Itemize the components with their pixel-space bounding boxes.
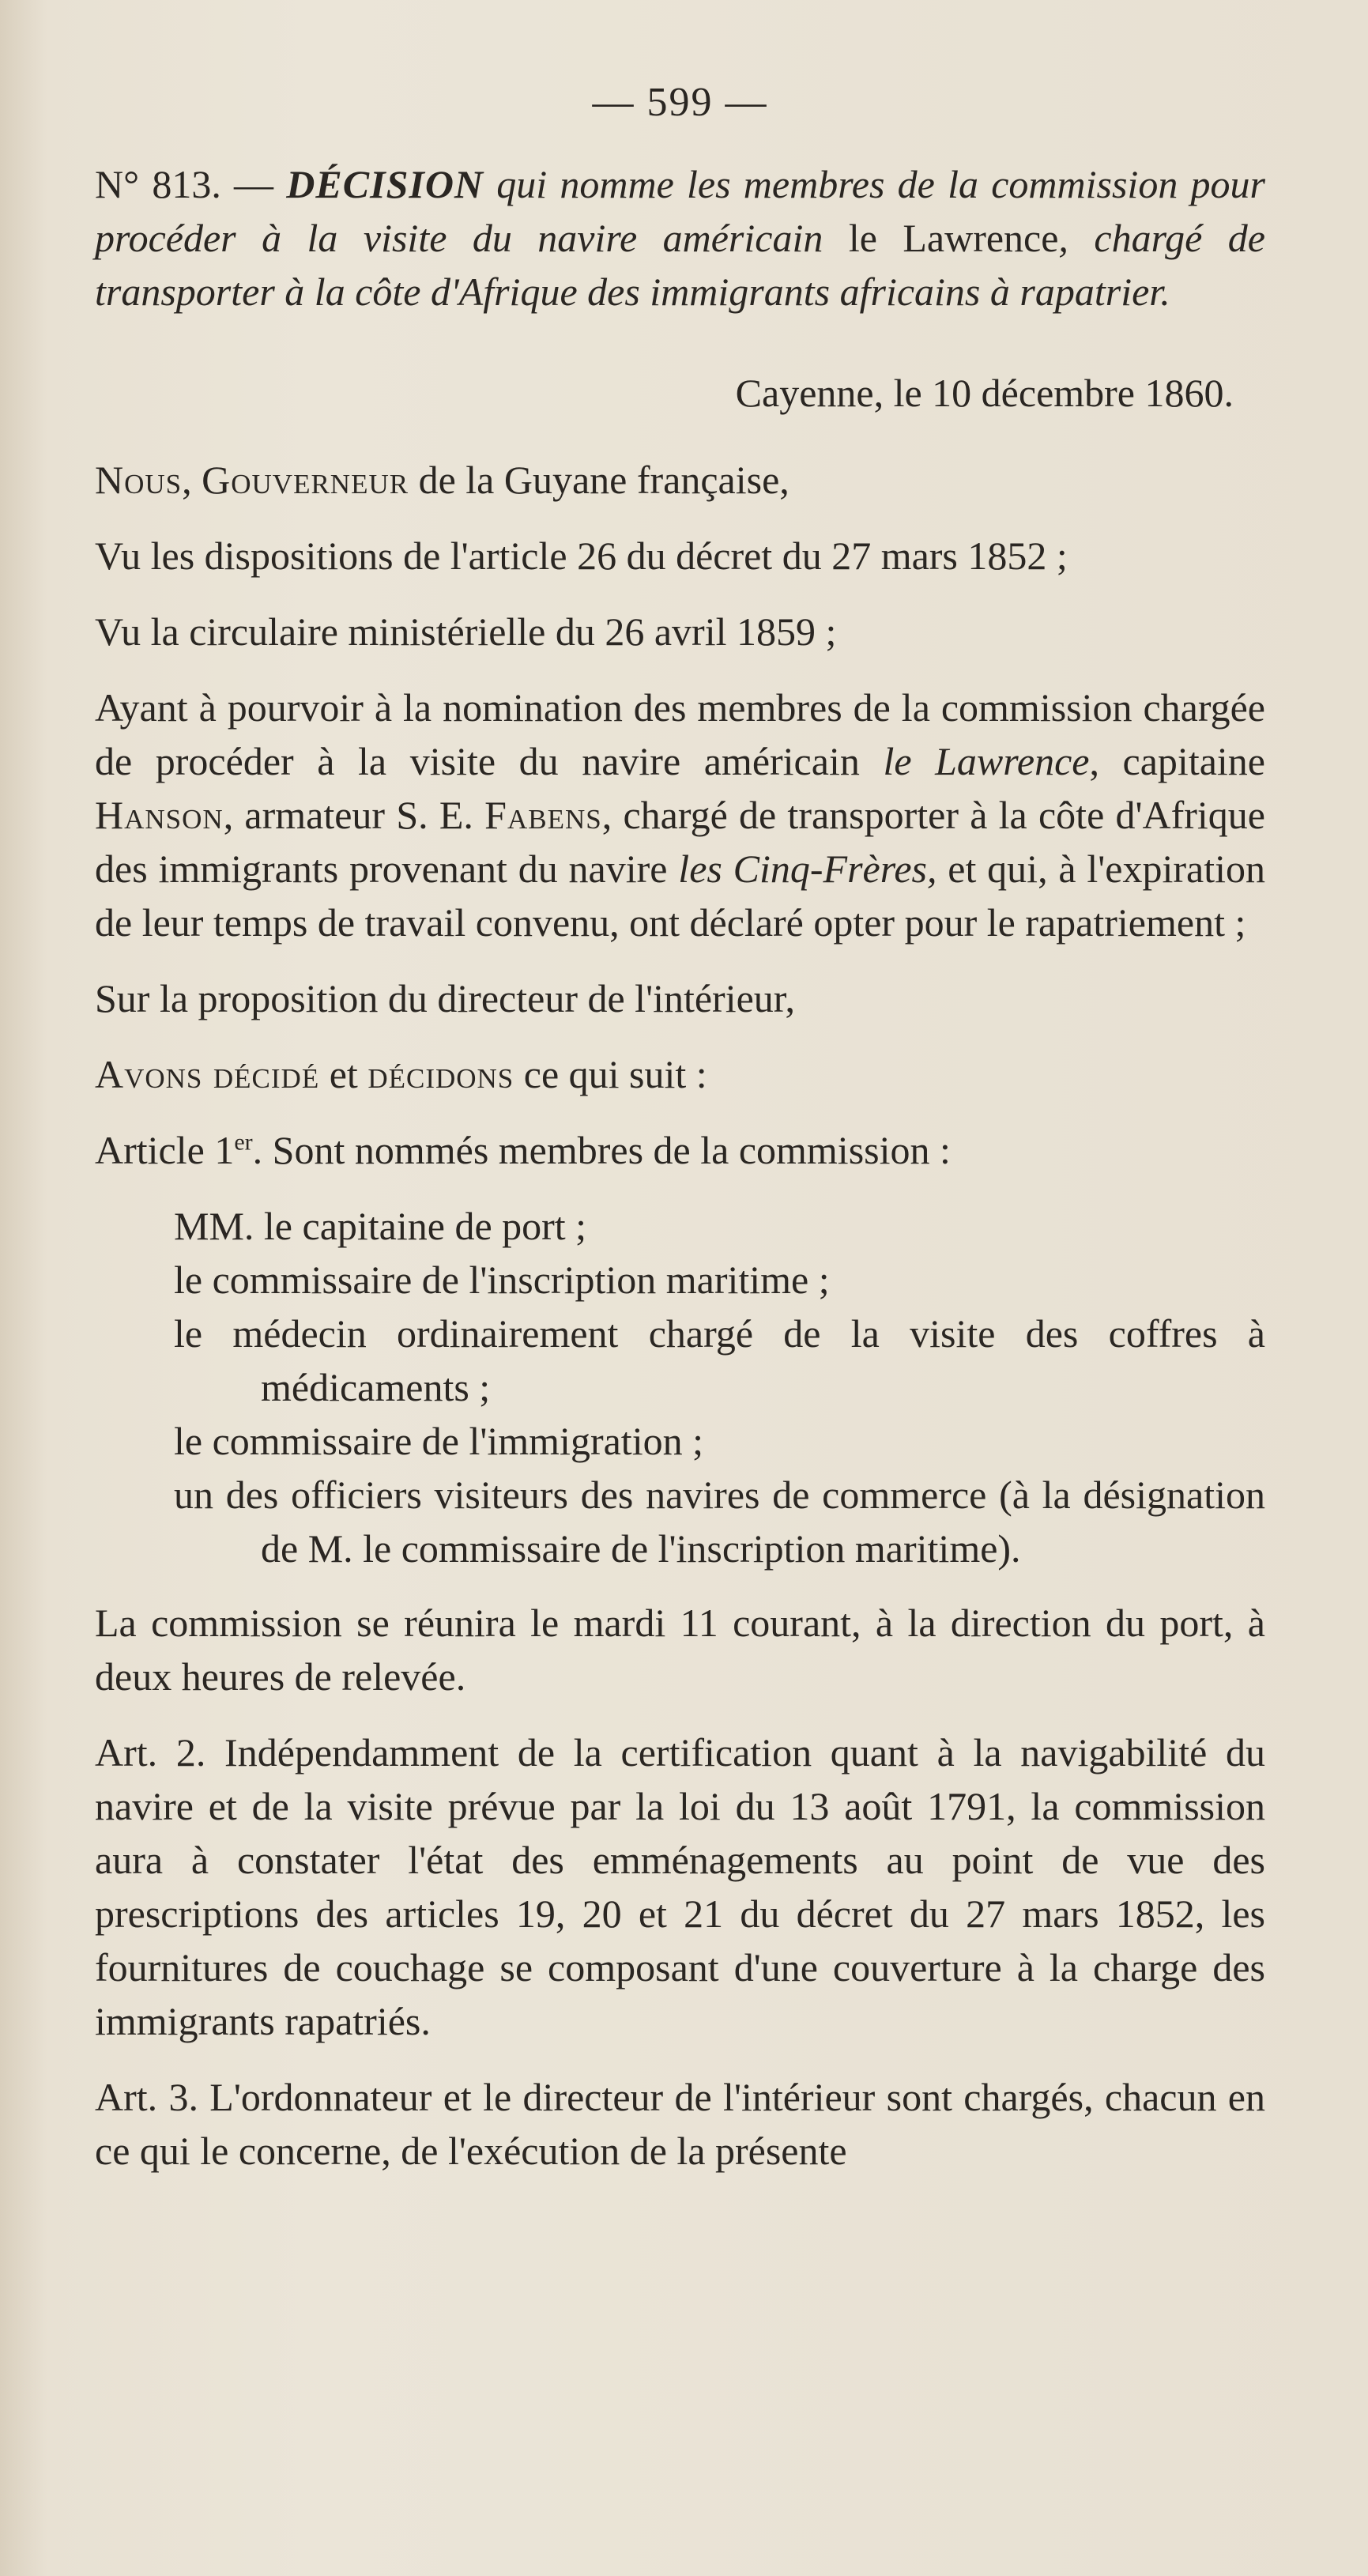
ayant-captain: Hanson: [95, 793, 224, 837]
decision-heading: [95, 157, 1265, 319]
heading-text-a: qui nomme les membres de la commission pour procéder à la visite du navire américain: [95, 162, 1266, 260]
ayant-ship2: les Cinq-Frères,: [678, 847, 937, 891]
page-number: — 599 —: [592, 80, 768, 125]
decision-label: DÉCISION: [286, 162, 484, 206]
avons-decide-c: décidons: [367, 1052, 514, 1096]
ayant-ship: le Lawrence: [883, 739, 1090, 783]
sur-proposition: Sur la proposition du directeur de l'intérieur,: [95, 976, 795, 1020]
avons-decide-b: et: [319, 1052, 368, 1096]
list-item: un des officiers visiteurs des navires de commerce (à la désignation de M. le commissaire de l'inscription maritime).: [174, 1473, 1265, 1571]
article-1-b: . Sont nommés membres de la commission :: [252, 1128, 951, 1172]
avons-decide-d: ce qui suit :: [514, 1052, 707, 1096]
preamble-gouverneur: Gouverneur: [202, 458, 409, 502]
ayant-text-c: , armateur S. E.: [223, 793, 485, 837]
avons-decide-a: Avons décidé: [95, 1052, 320, 1096]
list-item: le médecin ordinairement chargé de la visite des coffres à médicaments ;: [174, 1311, 1265, 1409]
article-1-a: Article 1: [95, 1128, 235, 1172]
preamble-nous: Nous: [95, 458, 183, 502]
list-item: le commissaire de l'immigration ;: [174, 1419, 703, 1463]
ayant-text-e: et qui, à l'expiration de leur temps de travail convenu, ont déclaré opter pour le rapatriement ;: [95, 847, 1265, 945]
preamble: Nous, Gouverneur de la Guyane française,: [95, 458, 790, 502]
ayant-text-b: , capitaine: [1089, 739, 1265, 783]
ayant-text-d: , chargé de transporter à la côte d'Afrique des immigrants provenant du navire: [95, 793, 1265, 891]
article-3: Art. 3. L'ordonnateur et le directeur de l'intérieur sont chargés, chacun en ce qui le concerne, de l'exécution de la présente: [95, 2075, 1265, 2173]
ayant-owner: Fabens: [484, 793, 602, 837]
article-1-sup: er: [234, 1129, 253, 1156]
decision-number: N° 813. —: [95, 162, 274, 206]
article-1: [95, 1123, 1265, 1177]
avons-decide: [95, 1047, 1265, 1101]
heading-text-b: , chargé de transporter à la côte d'Afrique des immigrants africains à rapatrier.: [95, 216, 1265, 314]
members-list: [174, 1199, 1265, 1575]
dateline: Cayenne, le 10 décembre 1860.: [735, 371, 1234, 415]
vu-article-26: Vu les dispositions de l'article 26 du décret du 27 mars 1852 ;: [95, 534, 1068, 578]
list-item: le commissaire de l'inscription maritime ;: [174, 1258, 830, 1302]
reunion-paragraph: La commission se réunira le mardi 11 courant, à la direction du port, à deux heures de relevée.: [95, 1601, 1265, 1699]
ayant-paragraph: [95, 681, 1265, 949]
vu-circulaire: Vu la circulaire ministérielle du 26 avril 1859 ;: [95, 609, 837, 654]
ayant-text-a: Ayant à pourvoir à la nomination des membres de la commission chargée de procéder à la visite du navire américain: [95, 685, 1265, 783]
list-item: MM. le capitaine de port ;: [174, 1204, 587, 1248]
heading-ship-name: le Lawrence: [848, 216, 1059, 260]
article-2: Art. 2. Indépendamment de la certification quant à la navigabilité du navire et de la visite prévue par la loi du 13 août 1791, la commission aura à constater l'état des emménagements au point de vue des prescriptions des articles 19, 20 et 21 du décret du 27 mars 1852, les fournitures de couchage se composant d'une couverture à la charge des immigrants rapatriés.: [95, 1730, 1265, 2043]
preamble-rest: de la Guyane française,: [409, 458, 790, 502]
